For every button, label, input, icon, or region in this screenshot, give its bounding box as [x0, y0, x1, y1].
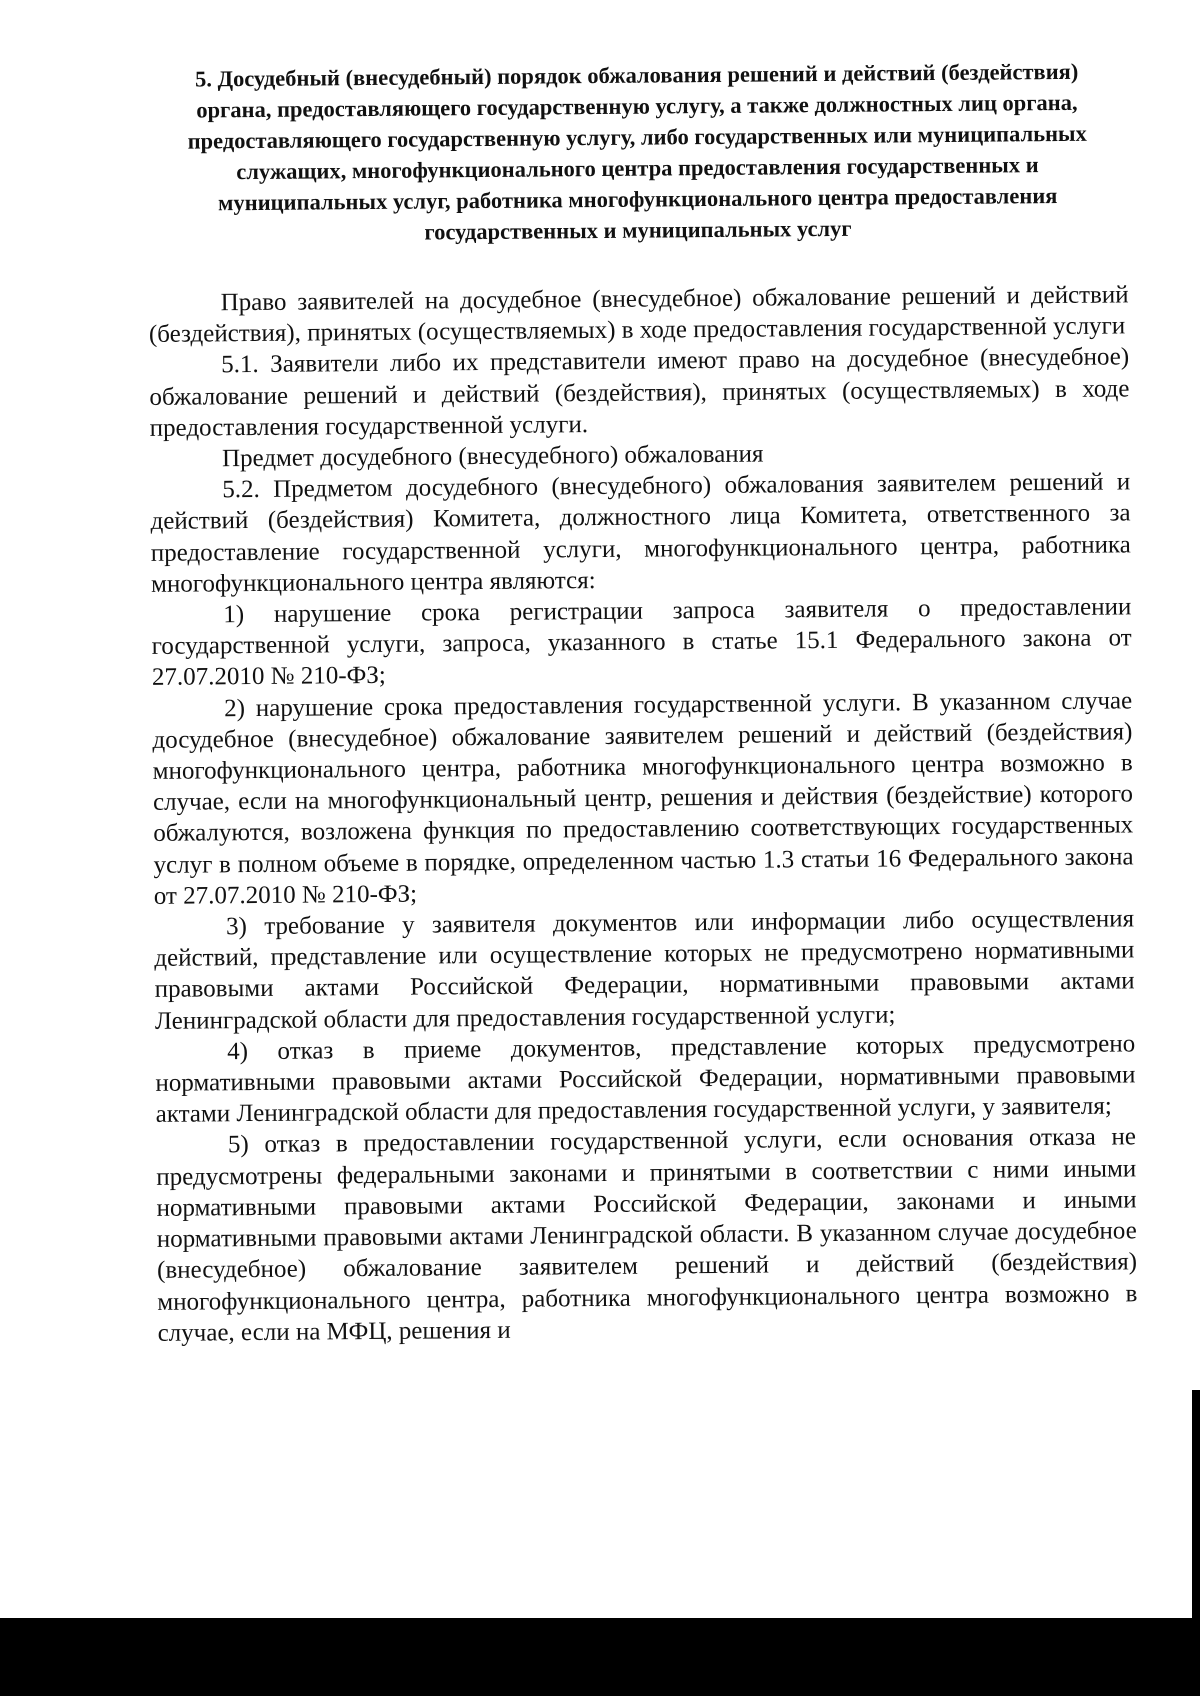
section-heading: 5. Досудебный (внесудебный) порядок обжалования решений и действий (бездействия) органа, предоставляющего государственную услугу, а также должностных лиц органа, предоставляющего государственную услугу, либо государственных или муниципальных служащих, многофункционального центра предоставления государственных и муниципальных услуг, работника многофункционального центра предоставления государственных и муниципальных услуг — [187, 58, 1087, 245]
paragraph-5-1: 5.1. Заявители либо их представители имеют право на досудебное (внесудебное) обжалование решений и действий (бездействия), принятых (осуществляемых) в ходе предоставления государственной услуги. — [149, 343, 1130, 442]
list-item-1: 1) нарушение срока регистрации запроса заявителя о предоставлении государственной услуги, запроса, указанного в статье 15.1 Федерального закона от 27.07.2010 № 210-ФЗ; — [151, 593, 1132, 692]
list-item-5: 5) отказ в предоставлении государственной услуги, если основания отказа не предусмотрены федеральными законами и принятыми в соответствии с ними иными нормативными правовыми актами Российской Федерации, законами и иными нормативными правовыми актами Ленинградской области. В указанном случае досудебное (внесудебное) обжалование заявителем решений и действий (бездействия) многофункционального центра, работника многофункционального центра возможно в случае, если на МФЦ, решения и — [156, 1123, 1138, 1347]
scan-bottom-border — [0, 1618, 1200, 1696]
document-body — [147, 55, 1138, 1348]
paragraph-5-2: 5.2. Предметом досудебного (внесудебного) обжалования заявителем решений и действий (бездействия) Комитета, должностного лица Комитета, ответственного за предоставление государственной услуги, многофункционального центра, работника многофункционального центра являются: — [150, 468, 1131, 598]
paragraph-right-to-appeal: Право заявителей на досудебное (внесудебное) обжалование решений и действий (бездействия), принятых (осуществляемых) в ходе предоставления государственной услуги — [148, 281, 1129, 349]
list-item-2: 2) нарушение срока предоставления государственной услуги. В указанном случае досудебное (внесудебное) обжалование заявителем решений и действий (бездействия) многофункционального центра, работника многофункционального центра возможно в случае, если на многофункциональный центр, решения и действия (бездействие) которого обжалуются, возложена функция по предоставлению соответствующих государственных услуг в полном объеме в порядке, определенном частью 1.3 статьи 16 Федерального закона от 27.07.2010 № 210-ФЗ; — [152, 686, 1134, 910]
paragraph-subject-of-appeal: Предмет досудебного (внесудебного) обжалования — [221, 440, 764, 473]
list-item-3: 3) требование у заявителя документов или информации либо осуществления действий, представление или осуществление которых не предусмотрено нормативными правовыми актами Российской Федерации, нормативными правовыми актами Ленинградской области для предоставления государственной услуги; — [154, 905, 1135, 1035]
list-item-4: 4) отказ в приеме документов, представление которых предусмотрено нормативными правовыми актами Российской Федерации, нормативными правовыми актами Ленинградской области для предоставления государственной услуги, у заявителя; — [155, 1030, 1136, 1129]
scan-edge-shadow — [1192, 1390, 1200, 1620]
